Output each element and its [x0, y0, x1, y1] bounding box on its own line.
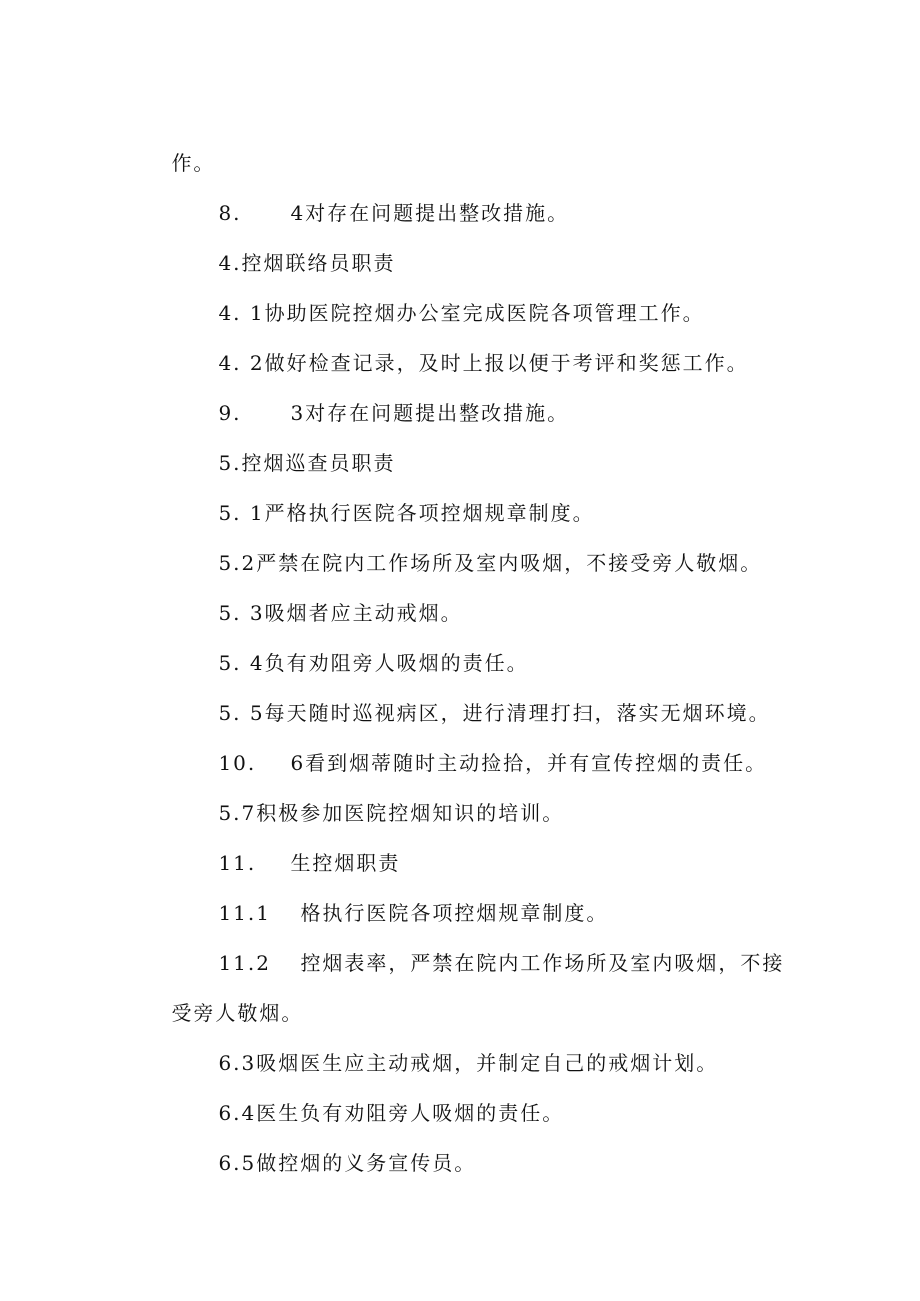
line-text: 4. 2做好检查记录，及时上报以便于考评和奖惩工作。 — [218, 351, 749, 375]
section-heading-5 — [185, 418, 396, 475]
text-line-4-1 — [185, 268, 705, 325]
line-text: 生控烟职责 — [290, 851, 401, 875]
line-text: 6.3吸烟医生应主动戒烟，并制定自己的戒烟计划。 — [218, 1051, 719, 1075]
line-text: 5.控烟巡查员职责 — [218, 451, 396, 475]
text-line-5-3 — [185, 568, 463, 625]
line-text: 作。 — [171, 151, 216, 175]
line-text: 5. 4负有劝阻旁人吸烟的责任。 — [218, 651, 529, 675]
text-line-continuation — [138, 118, 216, 175]
line-text: 6看到烟蒂随时主动捡拾，并有宣传控烟的责任。 — [290, 751, 768, 775]
text-line-10 — [185, 718, 768, 775]
text-line-11-2 — [185, 918, 785, 975]
text-line-6-5 — [185, 1118, 477, 1175]
line-text: 5.2严禁在院内工作场所及室内吸烟，不接受旁人敬烟。 — [218, 551, 763, 575]
text-line-8 — [185, 168, 570, 225]
line-number: 11.1 — [218, 901, 271, 925]
text-line-6-3 — [185, 1018, 719, 1075]
line-number: 9. — [218, 401, 242, 425]
text-line-11-1 — [185, 868, 609, 925]
line-text: 受旁人敬烟。 — [171, 1001, 304, 1025]
line-text: 4对存在问题提出整改措施。 — [290, 201, 570, 225]
text-line-5-4 — [185, 618, 529, 675]
line-text: 5. 5每天随时巡视病区，进行清理打扫，落实无烟环境。 — [218, 701, 771, 725]
line-text: 4. 1协助医院控烟办公室完成医院各项管理工作。 — [218, 301, 705, 325]
text-line-4-2 — [185, 318, 749, 375]
text-line-5-2 — [185, 518, 763, 575]
text-line-5-7 — [185, 768, 565, 825]
text-line-9 — [185, 368, 570, 425]
line-text: 6.5做控烟的义务宣传员。 — [218, 1151, 477, 1175]
line-text: 6.4医生负有劝阻旁人吸烟的责任。 — [218, 1101, 565, 1125]
line-text: 5. 1严格执行医院各项控烟规章制度。 — [218, 501, 595, 525]
line-number: 11. — [218, 851, 257, 875]
line-text: 4.控烟联络员职责 — [218, 251, 396, 275]
text-line-6-4 — [185, 1068, 565, 1125]
line-number: 10. — [218, 751, 257, 775]
line-text: 格执行医院各项控烟规章制度。 — [300, 901, 609, 925]
line-text: 3对存在问题提出整改措施。 — [290, 401, 570, 425]
line-text: 5.7积极参加医院控烟知识的培训。 — [218, 801, 565, 825]
text-line-11-2-continuation — [138, 968, 304, 1025]
line-number: 8. — [218, 201, 242, 225]
text-line-5-1 — [185, 468, 595, 525]
section-heading-11 — [185, 818, 401, 875]
line-number: 11.2 — [218, 951, 271, 975]
section-heading-4 — [185, 218, 396, 275]
line-text: 控烟表率，严禁在院内工作场所及室内吸烟，不接 — [300, 951, 785, 975]
line-text: 5. 3吸烟者应主动戒烟。 — [218, 601, 463, 625]
text-line-5-5 — [185, 668, 771, 725]
